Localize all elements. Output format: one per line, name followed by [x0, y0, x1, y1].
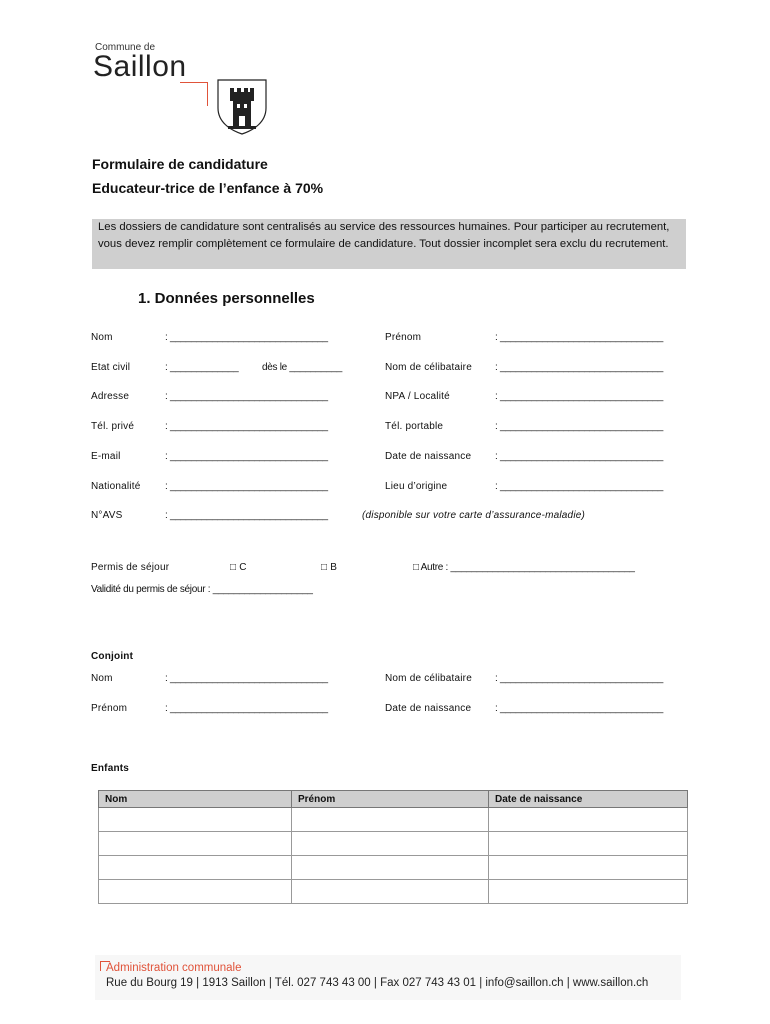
table-cell[interactable]: [292, 808, 489, 832]
table-row: [99, 880, 688, 904]
coat-of-arms-icon: [216, 78, 268, 136]
field-validite-permis[interactable]: Validité du permis de séjour : ___________________: [91, 584, 313, 595]
logo-name: Saillon: [93, 50, 187, 83]
field-adresse[interactable]: : ______________________________: [165, 391, 328, 402]
label-permis: Permis de séjour: [91, 562, 170, 573]
table-cell[interactable]: [99, 856, 292, 880]
field-conjoint-nom-celibataire[interactable]: : _______________________________: [495, 673, 664, 684]
table-cell[interactable]: [292, 880, 489, 904]
footer-organization: Administration communale: [106, 962, 242, 974]
label-tel-portable: Tél. portable: [385, 421, 444, 432]
form-title: Formulaire de candidature: [92, 156, 268, 172]
field-conjoint-nom[interactable]: : ______________________________: [165, 673, 328, 684]
table-cell[interactable]: [292, 832, 489, 856]
table-header-row: [99, 791, 688, 808]
label-nationalite: Nationalité: [91, 481, 141, 492]
table-cell[interactable]: [99, 808, 292, 832]
field-avs[interactable]: : ______________________________: [165, 510, 328, 521]
avs-note: (disponible sur votre carte d’assurance-maladie): [362, 510, 586, 521]
field-etat-civil[interactable]: : _____________: [165, 362, 239, 373]
label-tel-prive: Tél. privé: [91, 421, 135, 432]
label-nom-celibataire: Nom de célibataire: [385, 362, 472, 373]
field-conjoint-date-naissance[interactable]: : _______________________________: [495, 703, 664, 714]
label-conjoint-date-naissance: Date de naissance: [385, 703, 472, 714]
table-row: [99, 832, 688, 856]
label-conjoint-prenom: Prénom: [91, 703, 128, 714]
table-cell[interactable]: [99, 832, 292, 856]
heading-enfants: Enfants: [91, 763, 130, 774]
checkbox-permis-autre[interactable]: □ Autre : ___________________________________: [413, 562, 635, 573]
label-prenom: Prénom: [385, 332, 422, 343]
label-date-naissance: Date de naissance: [385, 451, 472, 462]
section-heading-personal: 1. Données personnelles: [138, 290, 315, 307]
label-npa: NPA / Localité: [385, 391, 450, 402]
checkbox-permis-b[interactable]: □ B: [321, 562, 338, 573]
column-header-prenom: Prénom: [292, 791, 489, 808]
field-nationalite[interactable]: : ______________________________: [165, 481, 328, 492]
children-table: [98, 790, 688, 904]
checkbox-permis-c[interactable]: □ C: [230, 562, 247, 573]
label-conjoint-nom-celibataire: Nom de célibataire: [385, 673, 472, 684]
field-nom[interactable]: : ______________________________: [165, 332, 328, 343]
footer-accent-v: [100, 961, 101, 971]
label-conjoint-nom: Nom: [91, 673, 113, 684]
field-date-naissance[interactable]: : _______________________________: [495, 451, 664, 462]
table-cell[interactable]: [99, 880, 292, 904]
field-tel-portable[interactable]: : _______________________________: [495, 421, 664, 432]
column-header-nom: Nom: [99, 791, 292, 808]
field-conjoint-prenom[interactable]: : ______________________________: [165, 703, 328, 714]
heading-conjoint: Conjoint: [91, 651, 134, 662]
label-adresse: Adresse: [91, 391, 130, 402]
field-npa[interactable]: : _______________________________: [495, 391, 664, 402]
table-cell[interactable]: [489, 808, 688, 832]
table-cell[interactable]: [489, 832, 688, 856]
label-lieu-origine: Lieu d’origine: [385, 481, 448, 492]
field-nom-celibataire[interactable]: : _______________________________: [495, 362, 664, 373]
field-email[interactable]: : ______________________________: [165, 451, 328, 462]
label-etat-civil: Etat civil: [91, 362, 131, 373]
label-email: E-mail: [91, 451, 121, 462]
field-tel-prive[interactable]: : ______________________________: [165, 421, 328, 432]
label-nom: Nom: [91, 332, 113, 343]
logo-accent-vline: [207, 82, 208, 106]
table-row: [99, 856, 688, 880]
field-prenom[interactable]: : _______________________________: [495, 332, 664, 343]
table-cell[interactable]: [292, 856, 489, 880]
table-cell[interactable]: [489, 880, 688, 904]
field-des-le[interactable]: dès le __________: [262, 362, 342, 373]
logo-caption: Commune de: [95, 42, 156, 53]
column-header-date-naissance: Date de naissance: [489, 791, 688, 808]
table-cell[interactable]: [489, 856, 688, 880]
logo-accent-line: [180, 82, 208, 83]
footer-contact: Rue du Bourg 19 | 1913 Saillon | Tél. 027 743 43 00 | Fax 027 743 43 01 | info@saillon.ch | www.saillon.ch: [106, 977, 649, 989]
label-avs: N°AVS: [91, 510, 123, 521]
field-lieu-origine[interactable]: : _______________________________: [495, 481, 664, 492]
table-row: [99, 808, 688, 832]
notice-box: Les dossiers de candidature sont centralisés au service des ressources humaines. Pour participer au recrutement, vous devez remplir complètement ce formulaire de candidature. Tout dossier incomplet sera exclu du recrutement.: [92, 219, 686, 269]
job-title: Educateur-trice de l’enfance à 70%: [92, 180, 324, 196]
